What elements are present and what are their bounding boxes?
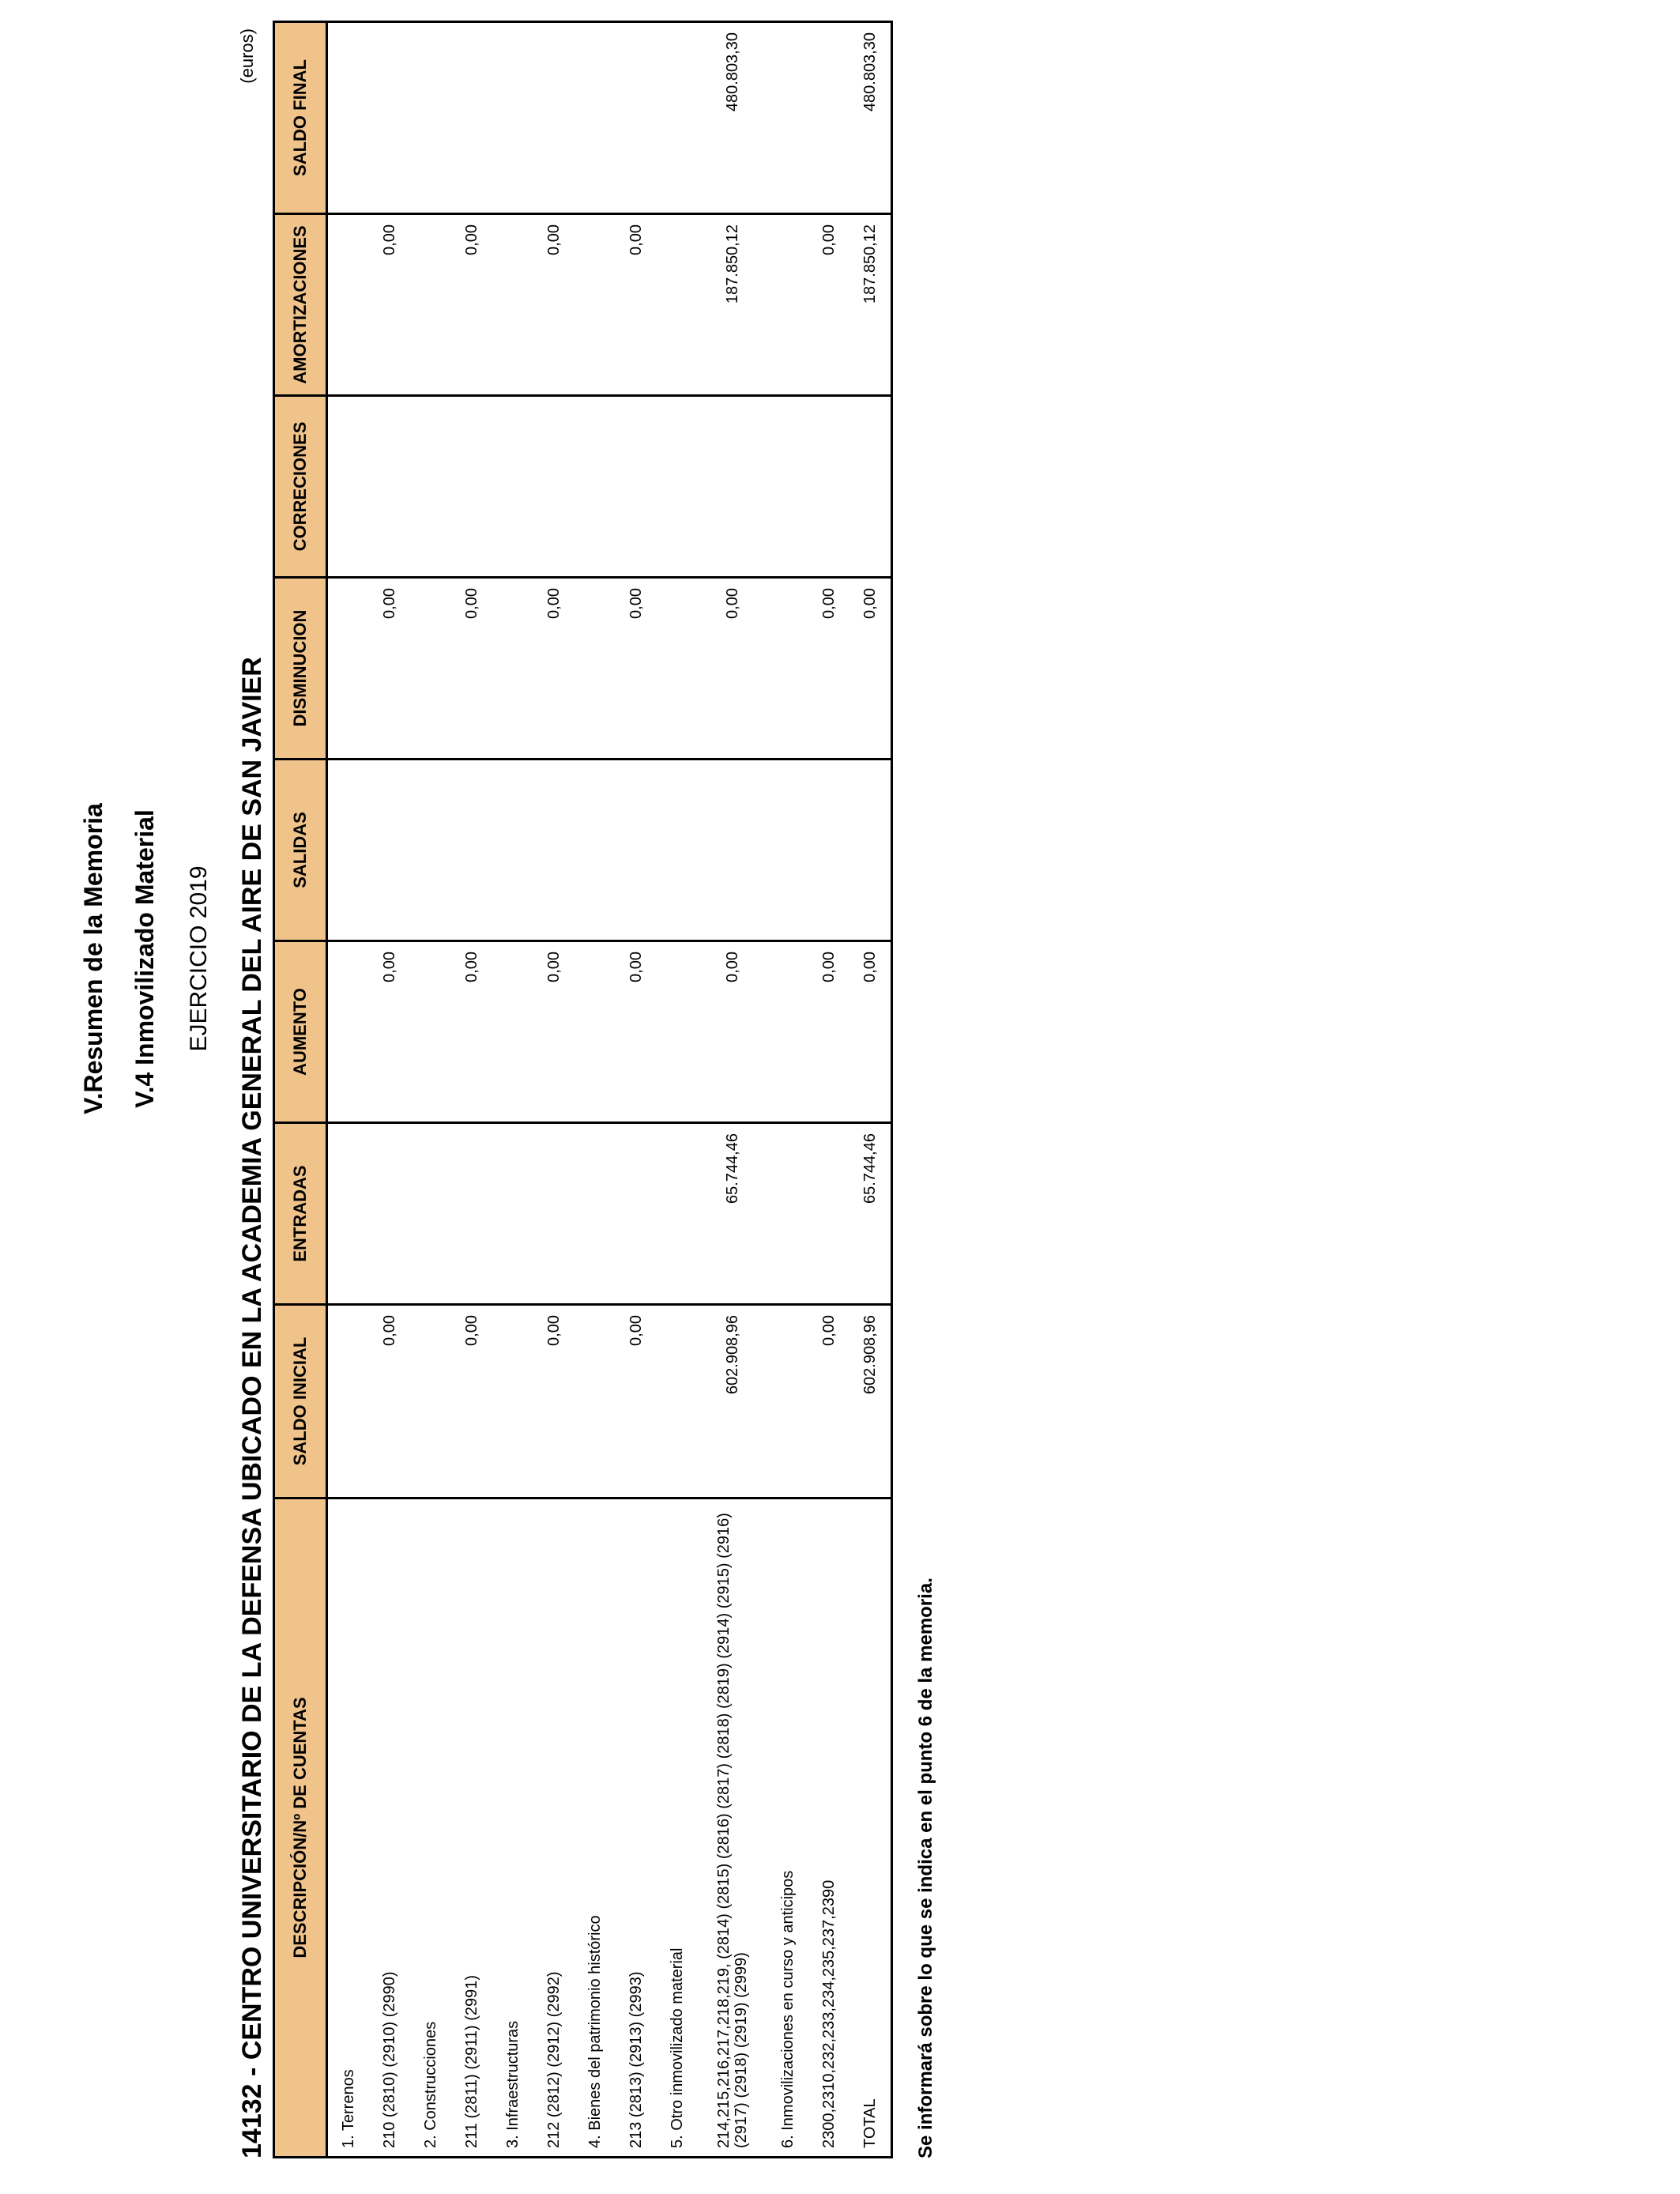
amount-cell (492, 760, 533, 941)
section-title: V.4 Inmovilizado Material (130, 809, 159, 1108)
account-description: 6. Inmovilizaciones en curso y anticipos (767, 1498, 808, 2158)
table-row (808, 22, 849, 2158)
amount-cell (410, 1123, 451, 1305)
memoria-title: V.Resumen de la Memoria (79, 803, 107, 1114)
amount-cell (574, 22, 616, 214)
column-header: ENTRADAS (274, 1123, 327, 1305)
table-row (849, 22, 892, 2158)
amount-cell (410, 22, 451, 214)
amount-cell (327, 214, 370, 396)
amount-cell (808, 1123, 849, 1305)
amount-cell (657, 941, 698, 1123)
column-header: DESCRIPCIÓN/Nº DE CUENTAS (274, 1498, 327, 2158)
column-header: AUMENTO (274, 941, 327, 1123)
amount-cell (574, 760, 616, 941)
account-description: 211 (2811) (2911) (2991) (451, 1498, 492, 2158)
amount-cell (767, 760, 808, 941)
amount-cell (492, 578, 533, 760)
column-header: SALDO INICIAL (274, 1305, 327, 1498)
amount-cell (767, 214, 808, 396)
amount-cell (657, 760, 698, 941)
amount-cell: 0,00 (533, 941, 574, 1123)
amount-cell: 0,00 (808, 941, 849, 1123)
amount-cell (533, 1123, 574, 1305)
amount-cell (327, 22, 370, 214)
amount-cell (767, 1123, 808, 1305)
table-row (616, 22, 657, 2158)
amount-cell: 0,00 (533, 214, 574, 396)
amount-cell (327, 760, 370, 941)
column-header: SALDO FINAL (274, 22, 327, 214)
amount-cell (410, 578, 451, 760)
account-description: 5. Otro inmovilizado material (657, 1498, 698, 2158)
amount-cell (327, 941, 370, 1123)
amount-cell (657, 396, 698, 578)
amount-cell: 0,00 (369, 1305, 410, 1498)
amount-cell (492, 22, 533, 214)
amount-cell: 0,00 (369, 578, 410, 760)
table-row (574, 22, 616, 2158)
account-description: 1. Terrenos (327, 1498, 370, 2158)
amount-cell (492, 1123, 533, 1305)
column-header: CORRECIONES (274, 396, 327, 578)
amount-cell: 602.908,96 (698, 1305, 767, 1498)
amount-cell: 187.850,12 (698, 214, 767, 396)
account-description: 2300,2310,232,233,234,235,237,2390 (808, 1498, 849, 2158)
account-description: 4. Bienes del patrimonio histórico (574, 1498, 616, 2158)
amount-cell (657, 1123, 698, 1305)
amount-cell (767, 1305, 808, 1498)
column-header: SALIDAS (274, 760, 327, 941)
amount-cell (410, 1305, 451, 1498)
amount-cell (533, 760, 574, 941)
table-row (327, 22, 370, 2158)
amount-cell (616, 760, 657, 941)
table-row (369, 22, 410, 2158)
amount-cell (767, 941, 808, 1123)
amount-cell (616, 1123, 657, 1305)
table-header-row (274, 22, 327, 2158)
amount-cell (410, 941, 451, 1123)
amount-cell (327, 1123, 370, 1305)
column-header: AMORTIZACIONES (274, 214, 327, 396)
amount-cell: 0,00 (451, 214, 492, 396)
amount-cell: 0,00 (698, 941, 767, 1123)
amount-cell (698, 396, 767, 578)
account-description: 3. Infraestructuras (492, 1498, 533, 2158)
amount-cell (767, 22, 808, 214)
amount-cell: 0,00 (616, 578, 657, 760)
amount-cell (451, 396, 492, 578)
amount-cell (657, 214, 698, 396)
amount-cell: 0,00 (369, 941, 410, 1123)
amount-cell (492, 1305, 533, 1498)
amount-cell (492, 396, 533, 578)
amount-cell (327, 578, 370, 760)
amount-cell: 65.744,46 (849, 1123, 892, 1305)
table-row (767, 22, 808, 2158)
amount-cell (451, 1123, 492, 1305)
amount-cell (657, 22, 698, 214)
amount-cell (327, 1305, 370, 1498)
amount-cell (574, 1123, 616, 1305)
account-description: 2. Construcciones (410, 1498, 451, 2158)
amount-cell: 0,00 (451, 578, 492, 760)
amount-cell: 187.850,12 (849, 214, 892, 396)
amount-cell (492, 214, 533, 396)
amount-cell (410, 214, 451, 396)
amount-cell: 0,00 (616, 941, 657, 1123)
footer-note: Se informará sobre lo que se indica en el punto 6 de la memoria. (915, 1578, 936, 2158)
amount-cell (698, 760, 767, 941)
amount-cell (849, 396, 892, 578)
amount-cell (574, 941, 616, 1123)
amount-cell (574, 1305, 616, 1498)
amount-cell (327, 396, 370, 578)
table-row (657, 22, 698, 2158)
amount-cell (574, 396, 616, 578)
amount-cell (767, 578, 808, 760)
account-description: 210 (2810) (2910) (2990) (369, 1498, 410, 2158)
amount-cell (574, 578, 616, 760)
amount-cell: 480.803,30 (698, 22, 767, 214)
fixed-assets-table (273, 21, 893, 2158)
amount-cell: 0,00 (451, 941, 492, 1123)
amount-cell (849, 760, 892, 941)
amount-cell: 0,00 (616, 1305, 657, 1498)
amount-cell (808, 22, 849, 214)
amount-cell (369, 760, 410, 941)
amount-cell: 0,00 (616, 214, 657, 396)
amount-cell (410, 760, 451, 941)
amount-cell: 480.803,30 (849, 22, 892, 214)
amount-cell (451, 760, 492, 941)
amount-cell (451, 22, 492, 214)
amount-cell (767, 396, 808, 578)
table-row (410, 22, 451, 2158)
amount-cell: 0,00 (808, 1305, 849, 1498)
entity-name: 14132 - CENTRO UNIVERSITARIO DE LA DEFENSA UBICADO EN LA ACADEMIA GENERAL DEL AIRE DE SAN JAVIER (237, 657, 267, 2158)
amount-cell (492, 941, 533, 1123)
currency-units: (euros) (237, 28, 257, 84)
amount-cell: 65.744,46 (698, 1123, 767, 1305)
account-description: 214,215,216,217,218,219, (2814) (2815) (2816) (2817) (2818) (2819) (2914) (2915) (2916) (2917) (2918) (2919) (2999) (698, 1498, 767, 2158)
table-row (533, 22, 574, 2158)
amount-cell: 0,00 (451, 1305, 492, 1498)
amount-cell: 0,00 (533, 1305, 574, 1498)
amount-cell: 0,00 (849, 578, 892, 760)
table-row (451, 22, 492, 2158)
amount-cell: 0,00 (808, 214, 849, 396)
amount-cell: 0,00 (369, 214, 410, 396)
account-description: 213 (2813) (2913) (2993) (616, 1498, 657, 2158)
column-header: DISMINUCION (274, 578, 327, 760)
account-description: TOTAL (849, 1498, 892, 2158)
amount-cell (533, 22, 574, 214)
amount-cell: 0,00 (698, 578, 767, 760)
amount-cell: 0,00 (808, 578, 849, 760)
amount-cell: 0,00 (849, 941, 892, 1123)
amount-cell (808, 760, 849, 941)
account-description: 212 (2812) (2912) (2992) (533, 1498, 574, 2158)
amount-cell (369, 22, 410, 214)
amount-cell: 602.908,96 (849, 1305, 892, 1498)
amount-cell (657, 578, 698, 760)
amount-cell (574, 214, 616, 396)
amount-cell (369, 1123, 410, 1305)
amount-cell (533, 396, 574, 578)
table-row (698, 22, 767, 2158)
amount-cell (616, 396, 657, 578)
table-body (327, 22, 892, 2158)
amount-cell (808, 396, 849, 578)
table-row (492, 22, 533, 2158)
amount-cell (410, 396, 451, 578)
amount-cell: 0,00 (533, 578, 574, 760)
amount-cell (369, 396, 410, 578)
amount-cell (657, 1305, 698, 1498)
fiscal-year: EJERCICIO 2019 (186, 865, 212, 1052)
amount-cell (616, 22, 657, 214)
